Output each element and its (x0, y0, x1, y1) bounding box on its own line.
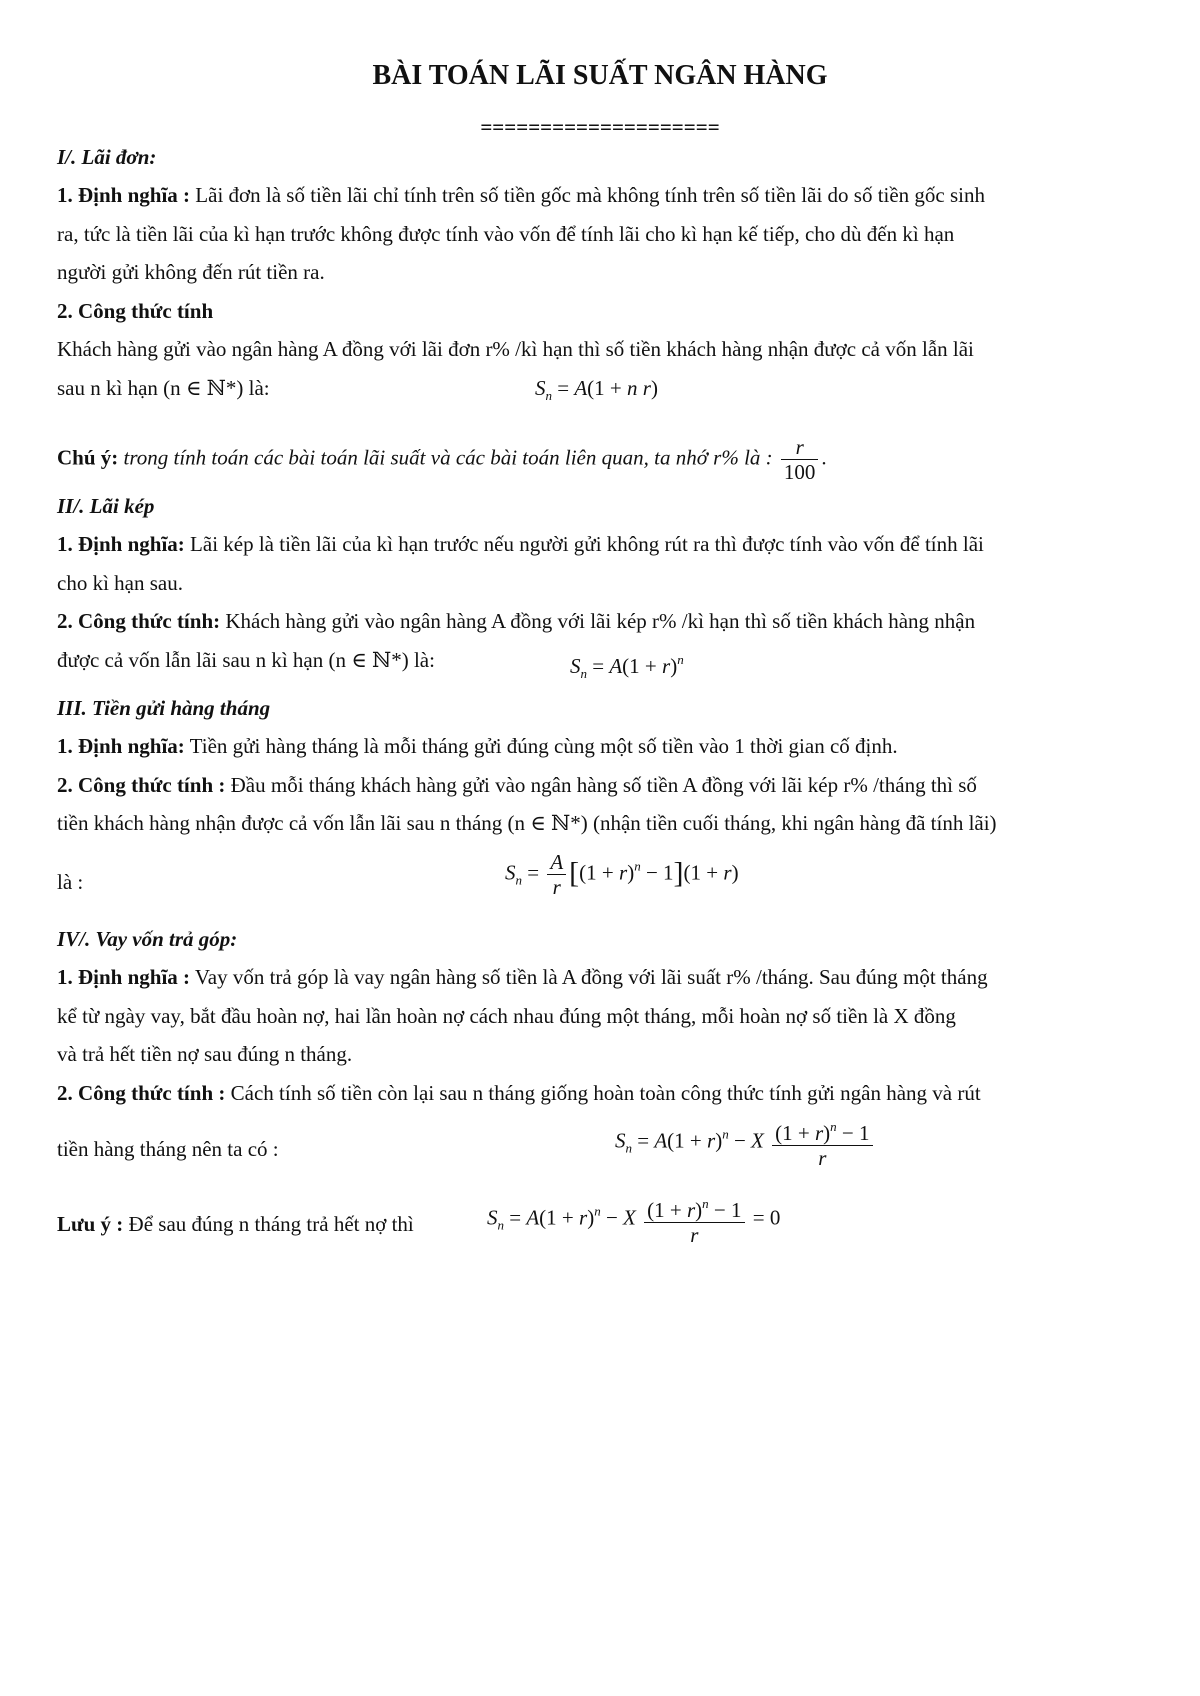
section-4-text-line-1: 2. Công thức tính : Cách tính số tiền còn lại sau n tháng giống hoàn toàn công thức tính gửi ngân hàng và rút (57, 1081, 981, 1105)
section-1-note: Chú ý: trong tính toán các bài toán lãi suất và các bài toán liên quan, ta nhớ r% là : $\frac{r}{100}$ . (57, 435, 827, 484)
section-4-formula: $S_n = A(1 + r)^n - X$ $\frac{(1 + r)^n - 1}{r}$ (615, 1115, 876, 1170)
section-4-note-formula: $S_n = A(1 + r)^n - X$ $\frac{(1 + r)^n - 1}{r}$ = 0 (487, 1196, 781, 1247)
section-4-heading: IV/. Vay vốn trả góp: (57, 927, 238, 951)
section-4-definition-line-1: 1. Định nghĩa : Vay vốn trả góp là vay ngân hàng số tiền là A đồng với lãi suất r% /tháng. Sau đúng một tháng (57, 965, 988, 989)
section-2-definition-line-1: 1. Định nghĩa: Lãi kép là tiền lãi của kì hạn trước nếu người gửi không rút ra thì được tính vào vốn để tính lãi (57, 532, 984, 556)
section-3-heading: III. Tiền gửi hàng tháng (57, 696, 271, 720)
section-2-formula: $S_n = A(1 + r)^n$ (570, 652, 684, 681)
section-3-text-line-1: 2. Công thức tính : Đầu mỗi tháng khách hàng gửi vào ngân hàng số tiền A đồng với lãi kép r% /tháng thì số (57, 773, 977, 797)
document-title: BÀI TOÁN LÃI SUẤT NGÂN HÀNG (372, 60, 828, 91)
r-over-100-fraction: $\frac{r}{100}$ (781, 435, 819, 484)
section-4-definition-line-2: kể từ ngày vay, bắt đầu hoàn nợ, hai lần hoàn nợ cách nhau đúng một tháng, mỗi hoàn nợ số tiền là X đồng (57, 1004, 956, 1028)
section-1-text-line-1: Khách hàng gửi vào ngân hàng A đồng với lãi đơn r% /kì hạn thì số tiền khách hàng nhận được cả vốn lẫn lãi (57, 337, 974, 361)
section-2-heading: II/. Lãi kép (57, 494, 155, 518)
section-3-definition-line-1: 1. Định nghĩa: Tiền gửi hàng tháng là mỗi tháng gửi đúng cùng một số tiền vào 1 thời gian cố định. (57, 734, 898, 758)
section-1-heading: I/. Lãi đơn: (57, 145, 157, 169)
section-1-definition-line-2: ra, tức là tiền lãi của kì hạn trước không được tính vào vốn để tính lãi cho kì hạn kế tiếp, cho dù đến kì hạn (57, 222, 955, 246)
section-1-text-line-2: sau n kì hạn (n ∈ ℕ*) là: (57, 376, 270, 400)
title-separator: ==================== (480, 115, 720, 139)
section-2-definition-line-2: cho kì hạn sau. (57, 571, 183, 595)
section-1-definition-line-1: 1. Định nghĩa : Lãi đơn là số tiền lãi chỉ tính trên số tiền gốc mà không tính trên số tiền lãi do số tiền gốc sinh (57, 183, 986, 207)
section-3-formula: $S_n$ = $\frac{A}{r}$ $[(1 + r)^n - 1](1 + r)$ (505, 850, 739, 899)
section-1-definition-line-3: người gửi không đến rút tiền ra. (57, 260, 325, 284)
section-1-formula: $S_n = A(1 + n$ r) (535, 376, 658, 403)
section-4-definition-line-3: và trả hết tiền nợ sau đúng n tháng. (57, 1042, 353, 1066)
section-4-note: Lưu ý : Để sau đúng n tháng trả hết nợ thì (57, 1212, 414, 1236)
section-2-text-line-2: được cả vốn lẫn lãi sau n kì hạn (n ∈ ℕ*) là: (57, 648, 435, 672)
section-3-text-line-2: tiền khách hàng nhận được cả vốn lẫn lãi sau n tháng (n ∈ ℕ*) (nhận tiền cuối tháng, khi ngân hàng đã tính lãi) (57, 811, 997, 835)
section-4-text-line-2: tiền hàng tháng nên ta có : (57, 1137, 279, 1161)
section-3-text-line-3: là : (57, 870, 84, 894)
section-2-text-line-1: 2. Công thức tính: Khách hàng gửi vào ngân hàng A đồng với lãi kép r% /kì hạn thì số tiền khách hàng nhận (57, 609, 976, 633)
section-1-formula-heading: 2. Công thức tính (57, 299, 214, 323)
